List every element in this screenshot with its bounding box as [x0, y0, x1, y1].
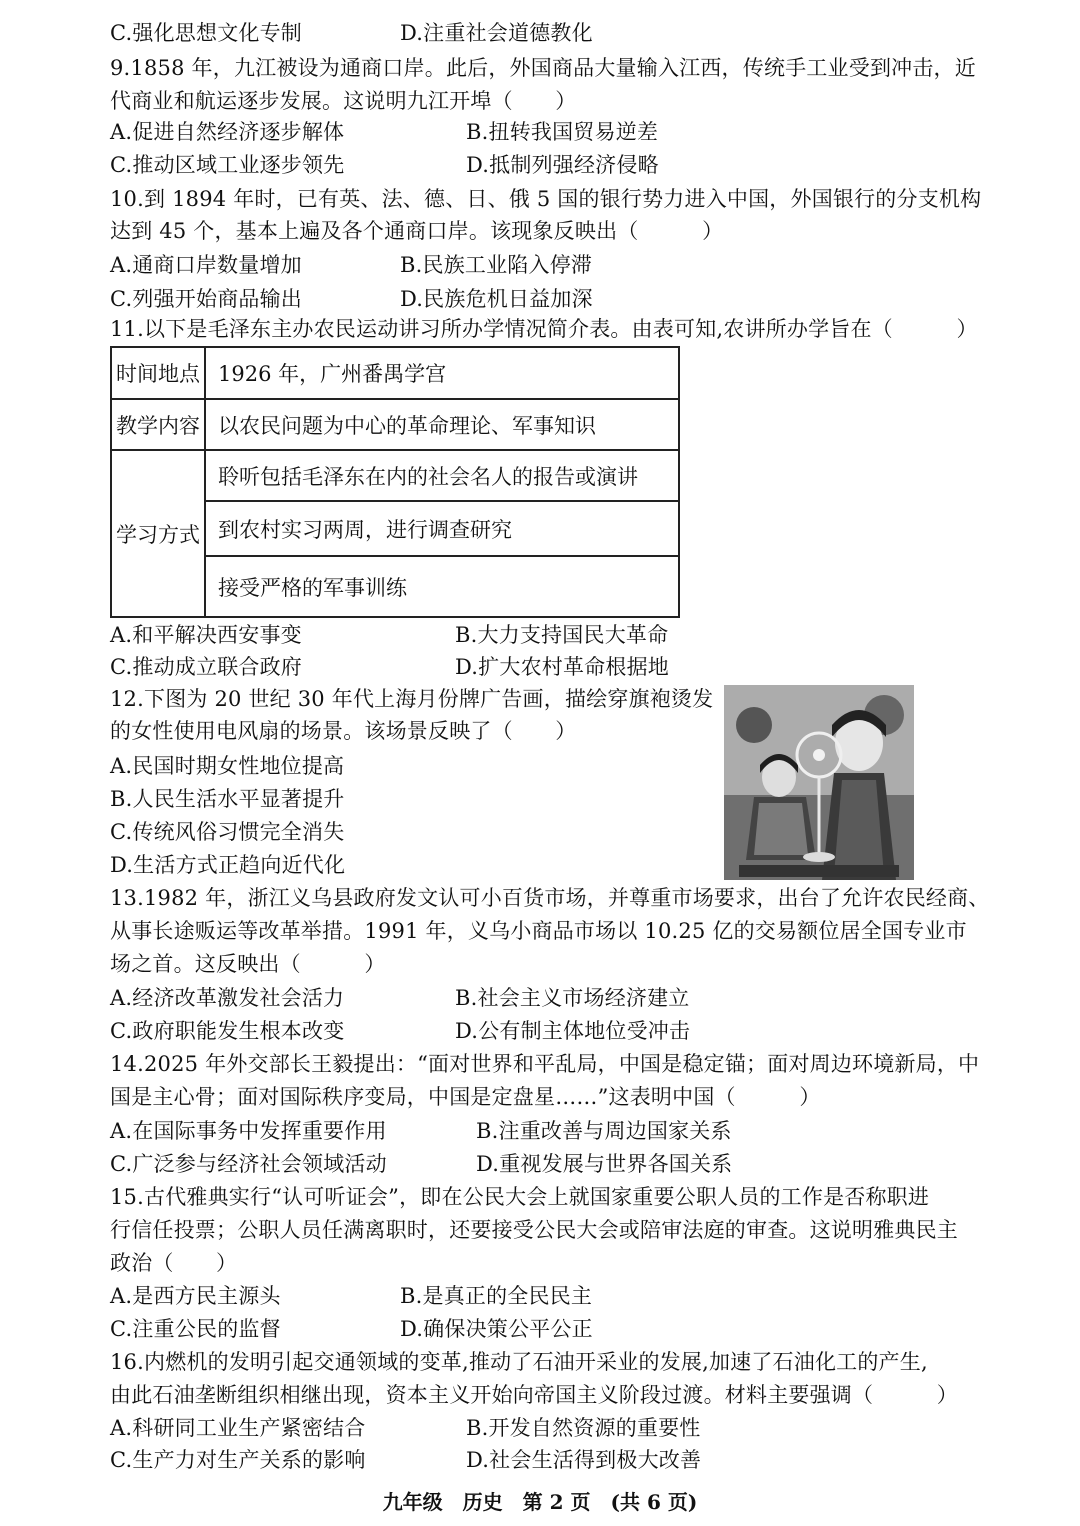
q12-stem-line2: 的女性使用电风扇的场景。该场景反映了（ ）	[110, 719, 577, 743]
table-key-content: 教学内容	[111, 399, 205, 450]
q10-stem-line2: 达到 45 个，基本上遍及各个通商口岸。该现象反映出（ ）	[110, 219, 724, 243]
calendar-poster-image	[724, 685, 914, 880]
q9-option-c: C.推动区域工业逐步领先	[110, 153, 345, 177]
q15-stem-line1: 15.古代雅典实行“认可听证会”，即在公民大会上就国家重要公职人员的工作是否称职进	[110, 1185, 930, 1209]
q9-option-d: D.抵制列强经济侵略	[466, 153, 659, 177]
q14-stem-line2: 国是主心骨；面对国际秩序变局，中国是定盘星……”这表明中国（ ）	[110, 1085, 821, 1109]
q10-option-a: A.通商口岸数量增加	[110, 253, 302, 277]
q13-option-b: B.社会主义市场经济建立	[455, 986, 690, 1010]
q11-stem: 11.以下是毛泽东主办农民运动讲习所办学情况简介表。由表可知,农讲所办学旨在（ ）	[110, 317, 978, 341]
q15-option-a: A.是西方民主源头	[110, 1284, 281, 1308]
q11-option-b: B.大力支持国民大革命	[455, 623, 669, 647]
q14-option-d: D.重视发展与世界各国关系	[476, 1152, 733, 1176]
q13-option-d: D.公有制主体地位受冲击	[455, 1019, 691, 1043]
q9-option-b: B.扭转我国贸易逆差	[466, 120, 659, 144]
q11-info-table	[110, 346, 680, 618]
q9-option-a: A.促进自然经济逐步解体	[110, 120, 345, 144]
q16-option-c: C.生产力对生产关系的影响	[110, 1448, 366, 1472]
q15-option-d: D.确保决策公平公正	[400, 1317, 593, 1341]
q13-stem-line2: 从事长途贩运等改革举措。1991 年，义乌小商品市场以 10.25 亿的交易额位居全国专业市	[110, 919, 967, 943]
q11-option-a: A.和平解决西安事变	[110, 623, 302, 647]
table-key-time-place: 时间地点	[111, 347, 205, 399]
q13-option-c: C.政府职能发生根本改变	[110, 1019, 345, 1043]
q16-option-b: B.开发自然资源的重要性	[466, 1416, 701, 1440]
q15-option-b: B.是真正的全民民主	[400, 1284, 593, 1308]
q12-option-d: D.生活方式正趋向近代化	[110, 853, 346, 877]
q13-stem-line1: 13.1982 年，浙江义乌县政府发文认可小百货市场，并尊重市场要求，出台了允许农民经商、	[110, 886, 990, 910]
q12-stem-line1: 12.下图为 20 世纪 30 年代上海月份牌广告画，描绘穿旗袍烫发	[110, 687, 714, 711]
q9-stem-line1: 9.1858 年，九江被设为通商口岸。此后，外国商品大量输入江西，传统手工业受到冲击，近	[110, 56, 976, 80]
table-value-method-3: 接受严格的军事训练	[205, 556, 679, 617]
q12-option-b: B.人民生活水平显著提升	[110, 787, 345, 811]
q15-stem-line2: 行信任投票；公职人员任满离职时，还要接受公民大会或陪审法庭的审查。这说明雅典民主	[110, 1218, 958, 1242]
table-value-method-2: 到农村实习两周，进行调查研究	[205, 501, 679, 556]
q10-option-c: C.列强开始商品输出	[110, 287, 302, 311]
q14-option-c: C.广泛参与经济社会领域活动	[110, 1152, 387, 1176]
q10-stem-line1: 10.到 1894 年时，已有英、法、德、日、俄 5 国的银行势力进入中国，外国银行的分支机构	[110, 187, 982, 211]
q13-option-a: A.经济改革激发社会活力	[110, 986, 345, 1010]
table-value-time-place: 1926 年，广州番禺学宫	[205, 347, 679, 399]
q15-stem-line3: 政治（ ）	[110, 1251, 238, 1275]
q16-stem-line2: 由此石油垄断组织相继出现，资本主义开始向帝国主义阶段过渡。材料主要强调（ ）	[110, 1383, 958, 1407]
q16-stem-line1: 16.内燃机的发明引起交通领域的变革,推动了石油开采业的发展,加速了石油化工的产生,	[110, 1350, 928, 1374]
q16-option-a: A.科研同工业生产紧密结合	[110, 1416, 366, 1440]
q15-option-c: C.注重公民的监督	[110, 1317, 281, 1341]
q11-option-d: D.扩大农村革命根据地	[455, 655, 669, 679]
q11-option-c: C.推动成立联合政府	[110, 655, 302, 679]
table-value-method-1: 聆听包括毛泽东在内的社会名人的报告或演讲	[205, 450, 679, 501]
page-footer: 九年级 历史 第 2 页 (共 6 页)	[382, 1490, 698, 1514]
q8-option-d: D.注重社会道德教化	[400, 21, 593, 45]
q8-option-c: C.强化思想文化专制	[110, 21, 302, 45]
q14-option-b: B.注重改善与周边国家关系	[476, 1119, 732, 1143]
q14-option-a: A.在国际事务中发挥重要作用	[110, 1119, 387, 1143]
q14-stem-line1: 14.2025 年外交部长王毅提出：“面对世界和平乱局，中国是稳定锚；面对周边环境新局，中	[110, 1052, 980, 1076]
q10-option-d: D.民族危机日益加深	[400, 287, 593, 311]
q16-option-d: D.社会生活得到极大改善	[466, 1448, 702, 1472]
q9-stem-line2: 代商业和航运逐步发展。这说明九江开埠（ ）	[110, 89, 577, 113]
q10-option-b: B.民族工业陷入停滞	[400, 253, 593, 277]
q12-option-c: C.传统风俗习惯完全消失	[110, 820, 345, 844]
table-value-content: 以农民问题为中心的革命理论、军事知识	[205, 399, 679, 450]
q13-stem-line3: 场之首。这反映出（ ）	[110, 952, 386, 976]
table-key-method: 学习方式	[111, 450, 205, 617]
q12-option-a: A.民国时期女性地位提高	[110, 754, 345, 778]
